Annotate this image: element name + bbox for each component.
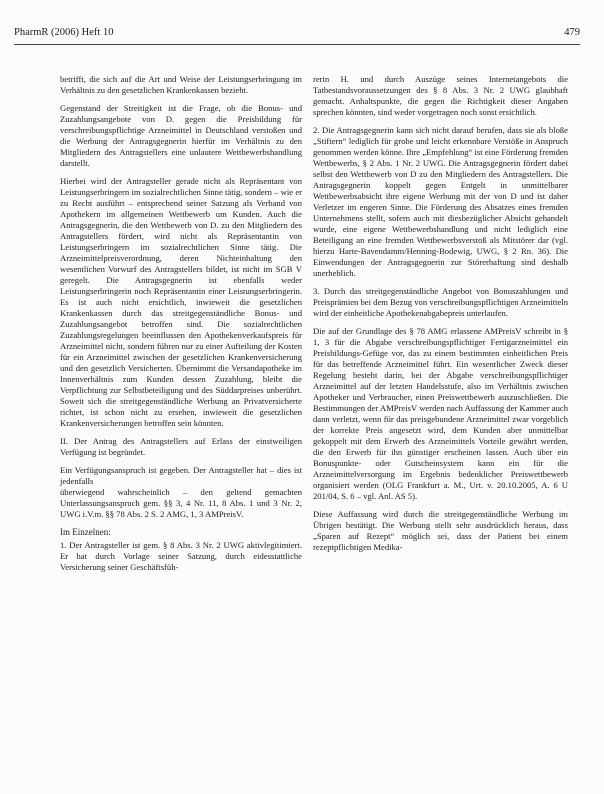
paragraph: 1. Der Antragsteller ist gem. § 8 Abs. 3 Nr. 2 UWG aktivlegitimiert. Er hat durch Vorlage seiner Satzung, durch eidesstattliche Versicherung seiner Geschäftsfüh- [60, 540, 302, 572]
paragraph: 2. Die Antragsgegnerin kann sich nicht darauf berufen, dass sie als bloße „Stiftern“ lediglich für grobe und leicht erkennbare Verstöße in Anspruch genommen werden könne. Ihre „Empfehlung“ ist eine Förderung fremden Wettbewerbs, § 2 Abs. 1 Nr. 2 UWG. Die Antragsgegnerin fördert dabei selbst den Wettbewerb von D zu den Mitgliedern des Antragstellers. Die Antragsgegnerin koppelt gegen Entgelt in unmittelbarer Wettbewerbsabsicht ihre eigene Werbung mit der von D und ist daher Verletzer im engeren Sinne. Die Förderung des Absatzes eines fremden Unternehmens stellt, sofern auch mit diesbezüglicher Absicht gehandelt wurde, eine eigene Wettbewerbshandlung und nicht lediglich eine Beteiligung an eine fremden Wettbewerbsverstoß als Mitstörer dar (vgl. hierzu Harte-Bavendamm/Henning-Bodewig, UWG, § 2 Rn. 36). Die Einwendungen der Antragsgegnerin zur Störerhaftung sind deshalb unerheblich. [313, 125, 568, 278]
paragraph: Diese Auffassung wird durch die streitgegenständliche Werbung im Übrigen bestätigt. Die Werbung stellt sehr ausdrücklich heraus, dass „Sparen auf Rezept“ möglich sei, dass der Patient bei einem rezeptpflichtigen Medika- [313, 509, 568, 552]
paragraph: 3. Durch das streitgegenständliche Angebot von Bonuszahlungen und Preisprämien bei dem Bezug von verschreibungspflichtigen Arzneimitteln wird der einheitliche Apothekenabgabepreis unterlaufen. [313, 286, 568, 318]
paragraph: Hierbei wird der Antragsteller gerade nicht als Repräsentant von Leistungserbringern im sozialrechtlichen Sinne tätig, sondern – wie er zu Recht ausführt – entsprechend seiner Satzung als Verband von Apothekern im allgemeinen Wettbewerb um Kunden. Auch die Antragsgegnerin, die den Wettbewerb von D. zu den Mitgliedern des Antragstellers fördert, wird nicht als Repräsentantin von Leistungserbringern im sozialrechtlichen Sinne tätig. Die Arzneimittelpreisverordnung, deren Nichteinhaltung den wesentlichen Vorwurf des Antragstellers bildet, ist nicht im SGB V geregelt. Die Antragsgegnerin ist ebenfalls weder Leistungserbringerin noch Repräsentantin einer Leistungserbringerin. Es ist auch nicht ersichtlich, inwieweit die gesetzlichen Krankenkassen durch das streitgegenständliche Bonus- und Zuzahlungsangebot betroffen sind. Die sozialrechtlichen Zuzahlungsregelungen beeinflussen den Apothekenverkaufspreis für Arzneimittel nicht, sondern führen nur zu einer Aufteilung der Kosten für ein Arzneimittel zwischen der gesetzlichen Krankenversicherung und den gesetzlich Versicherten. Übernimmt die Versandapotheke im Innenverhältnis zum Kunden dessen Zuzahlung, bleibt die Verpflichtung zur Selbstbeteiligung und des Süddarpreises unberührt. Soweit sich die streitgegenständliche Werbung an Privatversicherte richtet, ist schon nicht zu ersehen, inwieweit die gesetzlichen Krankenversicherungen betroffen sein könnten. [60, 176, 302, 428]
paragraph: II. Der Antrag des Antragstellers auf Erlass der einstweiligen Verfügung ist begründet. [60, 436, 302, 457]
page-number: 479 [564, 27, 580, 38]
section-heading: Im Einzelnen: [60, 527, 111, 537]
journal-citation: PharmR (2006) Heft 10 [14, 27, 114, 38]
running-header [14, 27, 580, 47]
left-column [60, 74, 302, 580]
header-rule [14, 44, 580, 45]
paragraph: überwiegend wahrscheinlich – den geltend gemachten Unterlassungsanspruch gem. §§ 3, 4 Nr. 11, 8 Abs. 1 und 3 Nr. 2, UWG i.V.m. §§ 78 Abs. 2 S. 2 AMG, 1, 3 AMPreisV. [60, 487, 302, 519]
paragraph: betrifft, die sich auf die Art und Weise der Leistungserbringung im Verhältnis zu den gesetzlichen Krankenkassen bezieht. [60, 74, 302, 95]
paragraph: rerin H. und durch Auszüge seines Internetangebots die Tatbestandsvoraussetzungen des § 8 Abs. 3 Nr. 2 UWG glaubhaft gemacht. Anhaltspunkte, die gegen die Richtigkeit dieser Angaben sprechen könnten, sind weder vorgetragen noch sonst ersichtlich. [313, 74, 568, 117]
right-column [313, 74, 568, 560]
paragraph: Ein Verfügungsanspruch ist gegeben. Der Antragsteller hat – dies ist jedenfalls [60, 465, 302, 486]
paragraph: Die auf der Grundlage des § 78 AMG erlassene AMPreisV schreibt in § 1, 3 für die Abgabe verschreibungspflichtiger Fertigarzneimittel ein Preisbildungs-Gefüge vor, das zu einem bestimmten einheitlichen Preis für das betreffende Arzneimittel führt. Ein wesentlicher Zweck dieser Regelung besteht darin, bei der Abgabe verschreibungspflichtiger Arzneimittel auf der letzten Handelsstufe, also im Verhältnis zwischen Apotheker und Verbraucher, einen Preiswettbewerb auszuschließen. Die Bestimmungen der AMPreisV werden nach Auffassung der Kammer auch dann verletzt, wenn für das preisgebundene Arzneimittel zwar vorgeblich der korrekte Preis angesetzt wird, dem Kunden aber unmittelbar gekoppelt mit dem Erwerb des Arzneimittels Vorteile gewährt werden, die den Erwerb für ihn günstiger erscheinen lassen. Auch über ein Bonuspunkte- oder Gutscheinsystem kann ein für die Arzneimittelversorgung im Ergebnis bedenklicher Preiswettbewerb organisiert werden (OLG Frankfurt a. M., Urt. v. 20.10.2005, A. 6 U 201/04, S. 6 – vgl. Anl. AS 5). [313, 326, 568, 501]
paragraph: Gegenstand der Streitigkeit ist die Frage, ob die Bonus- und Zuzahlungsangebote von D. gegen die Preisbildung für verschreibungspflichtige Arzneimittel in Deutschland verstoßen und die Werbung der Antragsgegnerin hierfür im Verhältnis zu den Mitgliedern des Antragstellers eine unlautere Wettbewerbshandlung darstellt. [60, 103, 302, 168]
